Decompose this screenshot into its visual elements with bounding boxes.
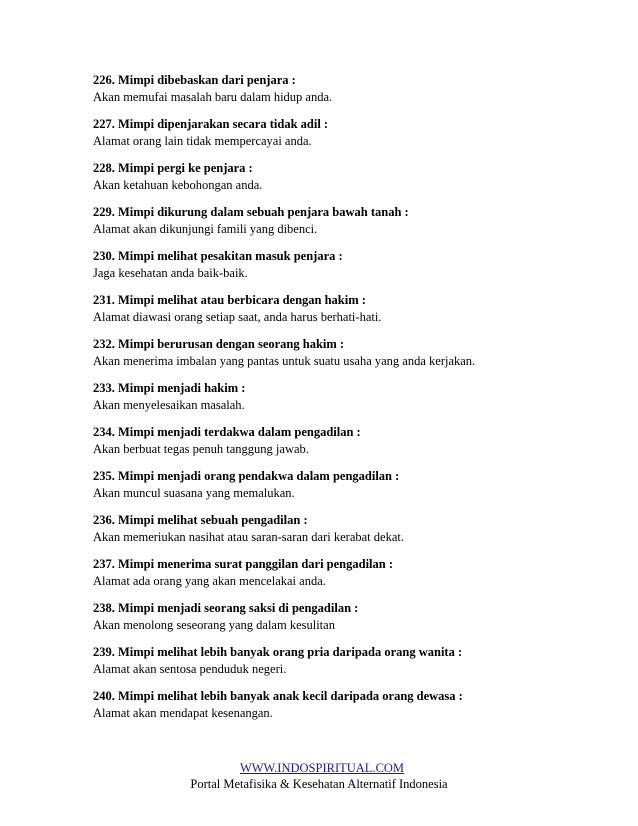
entry-234 <box>93 424 593 458</box>
entry-title: 228. Mimpi pergi ke penjara : <box>93 161 253 175</box>
entry-text: Alamat akan sentosa penduduk negeri. <box>93 662 287 676</box>
entry-236 <box>93 512 593 546</box>
entry-text: Alamat orang lain tidak mempercayai anda. <box>93 134 312 148</box>
page-footer <box>0 760 638 792</box>
entry-title: 237. Mimpi menerima surat panggilan dari pengadilan : <box>93 557 394 571</box>
entry-text: Akan menyelesaikan masalah. <box>93 398 245 412</box>
entry-title: 233. Mimpi menjadi hakim : <box>93 381 246 395</box>
entry-233 <box>93 380 593 414</box>
entry-text: Alamat diawasi orang setiap saat, anda harus berhati-hati. <box>93 310 382 324</box>
entry-title: 230. Mimpi melihat pesakitan masuk penjara : <box>93 249 343 263</box>
entry-title: 235. Mimpi menjadi orang pendakwa dalam pengadilan : <box>93 469 400 483</box>
entry-title: 234. Mimpi menjadi terdakwa dalam pengadilan : <box>93 425 361 439</box>
entry-text: Akan berbuat tegas penuh tanggung jawab. <box>93 442 309 456</box>
entry-229 <box>93 204 593 238</box>
entry-title: 238. Mimpi menjadi seorang saksi di pengadilan : <box>93 601 359 615</box>
entry-231 <box>93 292 593 326</box>
entry-text: Akan ketahuan kebohongan anda. <box>93 178 263 192</box>
document-body <box>93 72 593 732</box>
entry-text: Akan memufai masalah baru dalam hidup anda. <box>93 90 333 104</box>
entry-title: 236. Mimpi melihat sebuah pengadilan : <box>93 513 308 527</box>
entry-text: Akan menolong seseorang yang dalam kesulitan <box>93 618 335 632</box>
entry-text: Jaga kesehatan anda baik-baik. <box>93 266 248 280</box>
entry-227 <box>93 116 593 150</box>
entry-text: Alamat ada orang yang akan mencelakai anda. <box>93 574 326 588</box>
entry-title: 226. Mimpi dibebaskan dari penjara : <box>93 73 296 87</box>
entry-title: 232. Mimpi berurusan dengan seorang hakim : <box>93 337 345 351</box>
entry-title: 227. Mimpi dipenjarakan secara tidak adil : <box>93 117 329 131</box>
entry-237 <box>93 556 593 590</box>
website-link[interactable]: WWW.INDOSPIRITUAL.COM <box>239 761 405 775</box>
footer-subtitle: Portal Metafisika & Kesehatan Alternatif Indonesia <box>190 777 448 791</box>
entry-235 <box>93 468 593 502</box>
entry-239 <box>93 644 593 678</box>
entry-title: 239. Mimpi melihat lebih banyak orang pria daripada orang wanita : <box>93 645 463 659</box>
entry-text: Akan memeriukan nasihat atau saran-saran dari kerabat dekat. <box>93 530 404 544</box>
entry-text: Akan menerima imbalan yang pantas untuk suatu usaha yang anda kerjakan. <box>93 354 476 368</box>
entry-230 <box>93 248 593 282</box>
entry-text: Alamat akan dikunjungi famili yang dibenci. <box>93 222 318 236</box>
entry-text: Alamat akan mendapat kesenangan. <box>93 706 273 720</box>
entry-text: Akan muncul suasana yang memalukan. <box>93 486 295 500</box>
entry-title: 229. Mimpi dikurung dalam sebuah penjara bawah tanah : <box>93 205 409 219</box>
entry-238 <box>93 600 593 634</box>
entry-title: 231. Mimpi melihat atau berbicara dengan hakim : <box>93 293 366 307</box>
entry-226 <box>93 72 593 106</box>
entry-title: 240. Mimpi melihat lebih banyak anak kecil daripada orang dewasa : <box>93 689 463 703</box>
entry-228 <box>93 160 593 194</box>
entry-240 <box>93 688 593 722</box>
entry-232 <box>93 336 593 370</box>
